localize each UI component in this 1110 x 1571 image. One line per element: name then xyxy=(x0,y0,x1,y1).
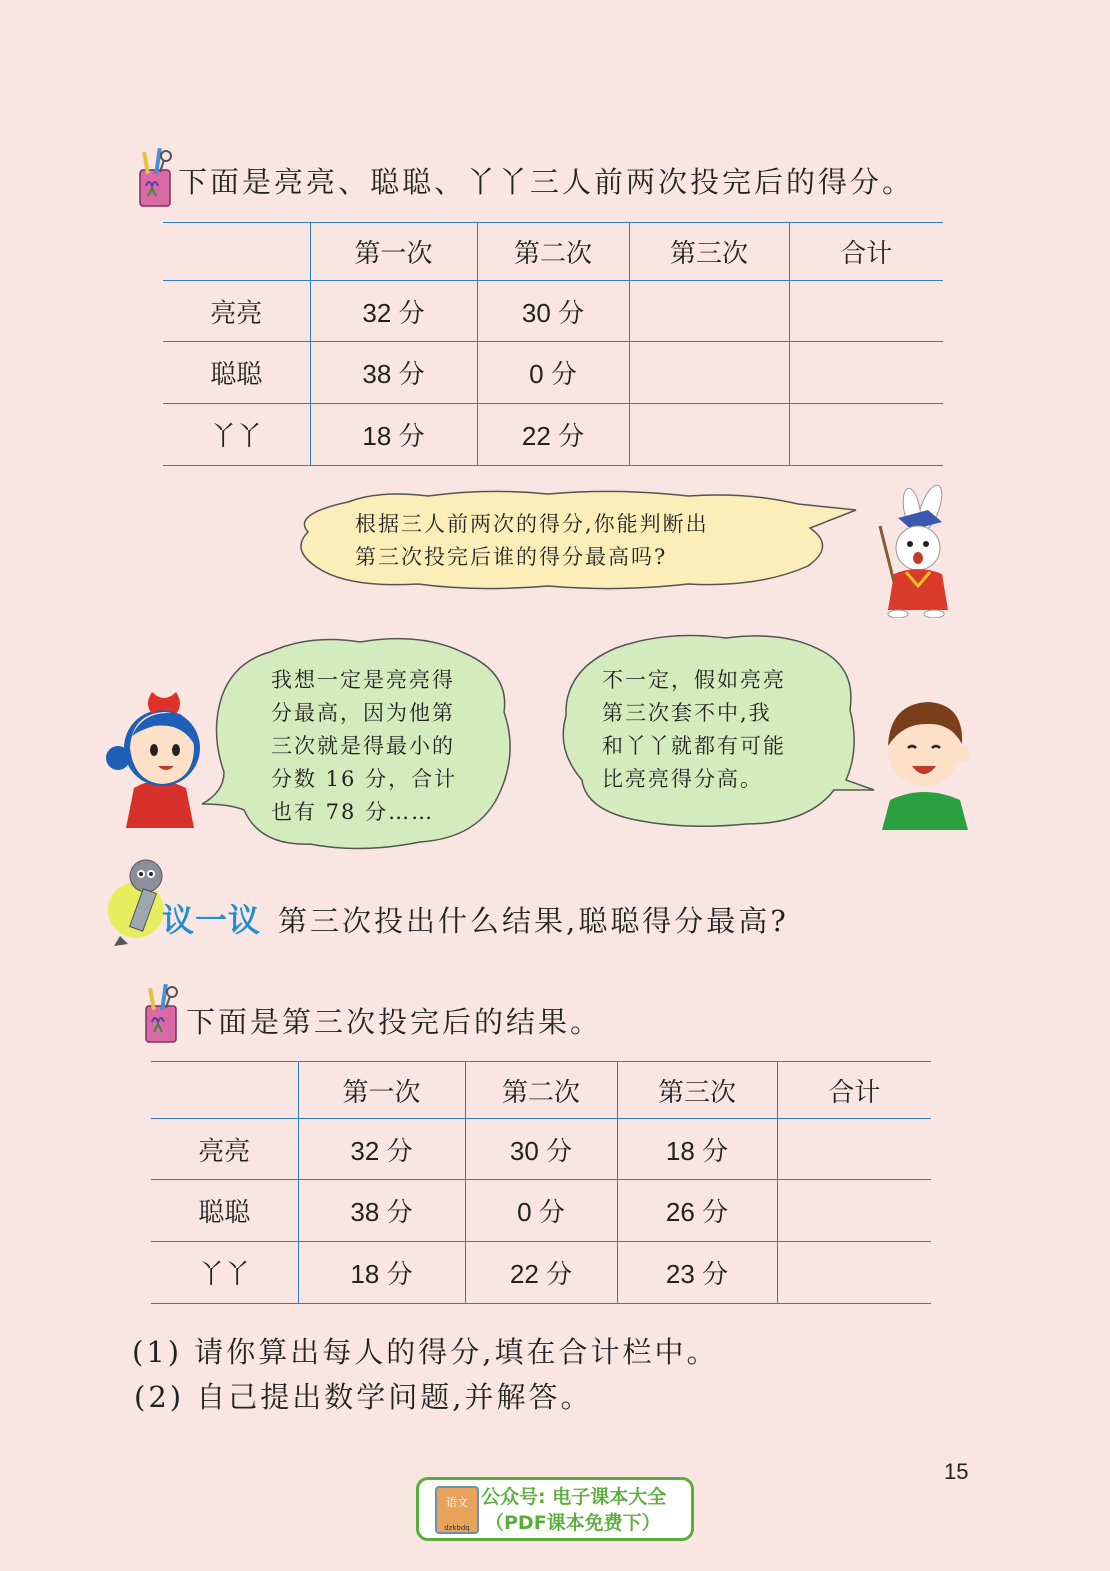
table-header-cell xyxy=(151,1062,298,1119)
total-cell-empty[interactable] xyxy=(777,1119,931,1180)
discuss-question: 第三次投出什么结果,聪聪得分最高? xyxy=(278,904,789,938)
bubble-line: 分数 16 分，合计 xyxy=(271,767,458,791)
table-header-cell: 合计 xyxy=(777,1062,931,1119)
total-cell-empty[interactable] xyxy=(789,404,943,466)
bubble-line: 和丫丫就都有可能 xyxy=(602,734,786,758)
score-cell: 18 分 xyxy=(617,1119,777,1180)
table-header-cell: 第二次 xyxy=(477,223,629,281)
score-cell-empty[interactable] xyxy=(629,342,789,404)
score-cell: 32 分 xyxy=(310,281,477,342)
score-cell: 18 分 xyxy=(310,404,477,466)
score-cell: 22 分 xyxy=(477,404,629,466)
badge-line-1: 公众号: 电子课本大全 xyxy=(481,1486,667,1508)
bubble-line: 分最高，因为他第 xyxy=(271,701,455,725)
question-2: (2) 自己提出数学问题,并解答。 xyxy=(134,1380,593,1414)
score-cell: 26 分 xyxy=(617,1180,777,1242)
table-header-cell: 第三次 xyxy=(629,223,789,281)
table-header-cell xyxy=(163,223,310,281)
boy-character-icon xyxy=(876,684,974,830)
bubble-line: 根据三人前两次的得分,你能判断出 xyxy=(355,512,709,536)
table-header-cell: 第一次 xyxy=(310,223,477,281)
score-table-2 xyxy=(151,1061,931,1304)
section2-title: 下面是第三次投完后的结果。 xyxy=(186,1005,603,1039)
score-cell: 0 分 xyxy=(465,1180,617,1242)
bubble-line: 不一定，假如亮亮 xyxy=(602,668,786,692)
table-header-cell: 第一次 xyxy=(298,1062,465,1119)
bubble-line: 三次就是得最小的 xyxy=(271,734,455,758)
score-cell: 18 分 xyxy=(298,1242,465,1304)
badge-line-2: （PDF课本免费下） xyxy=(485,1512,661,1534)
bubble-line: 我想一定是亮亮得 xyxy=(271,668,455,692)
bubble-line: 第三次套不中,我 xyxy=(602,701,772,725)
table-row xyxy=(151,1119,931,1180)
footer-badge[interactable] xyxy=(416,1477,694,1541)
score-cell: 30 分 xyxy=(477,281,629,342)
row-label: 丫丫 xyxy=(163,404,310,466)
score-cell: 22 分 xyxy=(465,1242,617,1304)
score-cell: 38 分 xyxy=(298,1180,465,1242)
bubble-line: 第三次投完后谁的得分最高吗? xyxy=(355,545,668,569)
score-cell: 30 分 xyxy=(465,1119,617,1180)
book-icon-label: 语文 xyxy=(446,1496,468,1509)
row-label: 丫丫 xyxy=(151,1242,298,1304)
book-icon xyxy=(435,1486,479,1534)
table-header-cell: 合计 xyxy=(789,223,943,281)
pencil-cup-icon xyxy=(134,146,180,208)
row-label: 亮亮 xyxy=(151,1119,298,1180)
score-cell-empty[interactable] xyxy=(629,404,789,466)
table-row xyxy=(163,342,943,404)
score-cell: 38 分 xyxy=(310,342,477,404)
table-row xyxy=(163,281,943,342)
question-1: (1) 请你算出每人的得分,填在合计栏中。 xyxy=(132,1335,719,1369)
discuss-label: 议一议 xyxy=(162,901,262,939)
table-header-cell: 第三次 xyxy=(617,1062,777,1119)
bubble-line: 也有 78 分…… xyxy=(271,800,435,824)
row-label: 聪聪 xyxy=(151,1180,298,1242)
pencil-cup-icon xyxy=(140,982,186,1044)
table-row xyxy=(151,1180,931,1242)
row-label: 亮亮 xyxy=(163,281,310,342)
girl-character-icon xyxy=(104,678,212,828)
rabbit-teacher-icon xyxy=(872,482,962,618)
total-cell-empty[interactable] xyxy=(789,281,943,342)
score-cell: 32 分 xyxy=(298,1119,465,1180)
table-row xyxy=(163,404,943,466)
score-table-1 xyxy=(163,222,943,466)
bubble-line: 比亮亮得分高。 xyxy=(602,767,763,791)
table-header-cell: 第二次 xyxy=(465,1062,617,1119)
girl-bubble-text xyxy=(271,664,457,829)
row-label: 聪聪 xyxy=(163,342,310,404)
total-cell-empty[interactable] xyxy=(777,1242,931,1304)
rabbit-bubble-text xyxy=(355,508,709,574)
total-cell-empty[interactable] xyxy=(789,342,943,404)
book-icon-sublabel: dzkbdq xyxy=(444,1524,470,1532)
score-cell: 23 分 xyxy=(617,1242,777,1304)
page-number: 15 xyxy=(944,1459,969,1484)
score-cell-empty[interactable] xyxy=(629,281,789,342)
total-cell-empty[interactable] xyxy=(777,1180,931,1242)
section1-title: 下面是亮亮、聪聪、丫丫三人前两次投完后的得分。 xyxy=(178,165,915,199)
score-cell: 0 分 xyxy=(477,342,629,404)
table-row xyxy=(151,1242,931,1304)
boy-bubble-text xyxy=(602,664,786,796)
